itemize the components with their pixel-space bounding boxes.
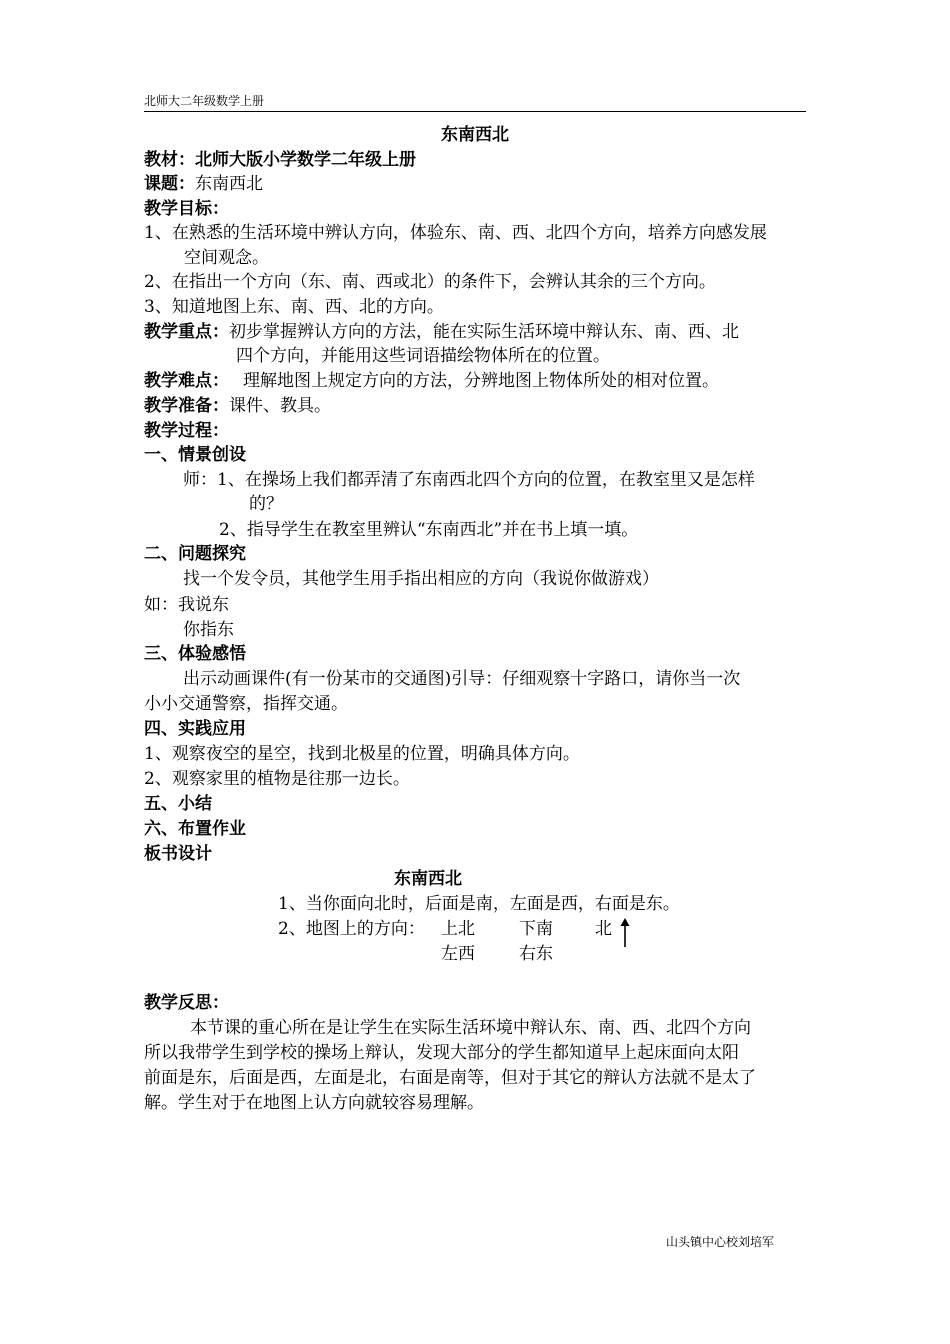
section-1-line-1: 师：1、在操场上我们都弄清了东南西北四个方向的位置，在教室里又是怎样 xyxy=(183,470,755,490)
topic-value: 东南西北 xyxy=(195,174,263,194)
section-3-line-1: 出示动画课件(有一份某市的交通图)引导：仔细观察十字路口，请你当一次 xyxy=(183,669,741,689)
reflection-line-4: 解。学生对于在地图上认方向就较容易理解。 xyxy=(144,1093,484,1113)
section-1-line-3: 2、指导学生在教室里辨认“东南西北”并在书上填一填。 xyxy=(219,520,639,540)
board-left-west: 左西 xyxy=(441,944,475,964)
goal-1-line-b: 空间观念。 xyxy=(184,248,269,268)
section-3-title: 三、体验感悟 xyxy=(144,644,246,664)
difficulty-text: 理解地图上规定方向的方法，分辨地图上物体所处的相对位置。 xyxy=(243,371,719,391)
topic-line xyxy=(144,172,263,196)
section-2-line-2: 如：我说东 xyxy=(144,595,229,615)
key-points-line-b: 四个方向，并能用这些词语描绘物体所在的位置。 xyxy=(236,346,610,366)
key-points-label: 教学重点： xyxy=(144,322,229,342)
reflection-label: 教学反思： xyxy=(144,993,229,1013)
section-4-title: 四、实践应用 xyxy=(144,719,246,739)
board-line-2-prefix: 2、地图上的方向： xyxy=(278,919,425,939)
board-right-east: 右东 xyxy=(519,944,553,964)
prep-line xyxy=(144,394,331,418)
board-up-north: 上北 xyxy=(441,919,475,939)
goal-3-line: 3、知道地图上东、南、西、北的方向。 xyxy=(144,297,444,317)
board-design-label: 板书设计 xyxy=(144,844,212,864)
section-4-line-1: 1、观察夜空的星空，找到北极星的位置，明确具体方向。 xyxy=(144,744,580,764)
page-header: 北师大二年级数学上册 xyxy=(144,92,806,112)
section-4-line-2: 2、观察家里的植物是往那一边长。 xyxy=(144,769,410,789)
prep-text: 课件、教具。 xyxy=(229,396,331,416)
goal-1-line-a: 1、在熟悉的生活环境中辨认方向，体验东、南、西、北四个方向，培养方向感发展 xyxy=(144,223,767,243)
key-points-line-a xyxy=(144,320,739,344)
doc-title: 东南西北 xyxy=(441,125,509,145)
reflection-line-3: 前面是东，后面是西，左面是北，右面是南等，但对于其它的辩认方法就不是太了 xyxy=(144,1068,756,1088)
goal-2-line: 2、在指出一个方向（东、南、西或北）的条件下，会辨认其余的三个方向。 xyxy=(144,272,716,292)
page-footer: 山头镇中心校刘培军 xyxy=(666,1235,775,1249)
reflection-line-2: 所以我带学生到学校的操场上辩认，发现大部分的学生都知道早上起床面向太阳 xyxy=(144,1043,739,1063)
section-2-title: 二、问题探究 xyxy=(144,544,246,564)
section-1-title: 一、情景创设 xyxy=(144,445,246,465)
section-5-title: 五、小结 xyxy=(144,794,212,814)
section-1-line-2: 的？ xyxy=(249,494,283,514)
key-points-text-a: 初步掌握辨认方向的方法，能在实际生活环境中辩认东、南、西、北 xyxy=(229,322,739,342)
board-north: 北 xyxy=(595,919,612,939)
north-arrow-icon xyxy=(618,918,632,948)
prep-label: 教学准备： xyxy=(144,396,229,416)
topic-label: 课题： xyxy=(144,174,195,194)
board-line-1: 1、当你面向北时，后面是南，左面是西，右面是东。 xyxy=(278,894,680,914)
section-3-line-2: 小小交通警察，指挥交通。 xyxy=(144,694,348,714)
difficulty-label: 教学难点： xyxy=(144,371,229,391)
process-label: 教学过程： xyxy=(144,421,229,441)
reflection-line-1: 本节课的重心所在是让学生在实际生活环境中辩认东、南、西、北四个方向 xyxy=(190,1018,751,1038)
board-down-south: 下南 xyxy=(519,919,553,939)
difficulty-line xyxy=(144,369,719,393)
section-2-line-3: 你指东 xyxy=(183,620,234,640)
section-6-title: 六、布置作业 xyxy=(144,819,246,839)
section-2-line-1: 找一个发令员，其他学生用手指出相应的方向（我说你做游戏） xyxy=(183,569,659,589)
material-line: 教材：北师大版小学数学二年级上册 xyxy=(144,150,416,170)
board-title: 东南西北 xyxy=(394,869,462,889)
goals-label: 教学目标： xyxy=(144,199,229,219)
